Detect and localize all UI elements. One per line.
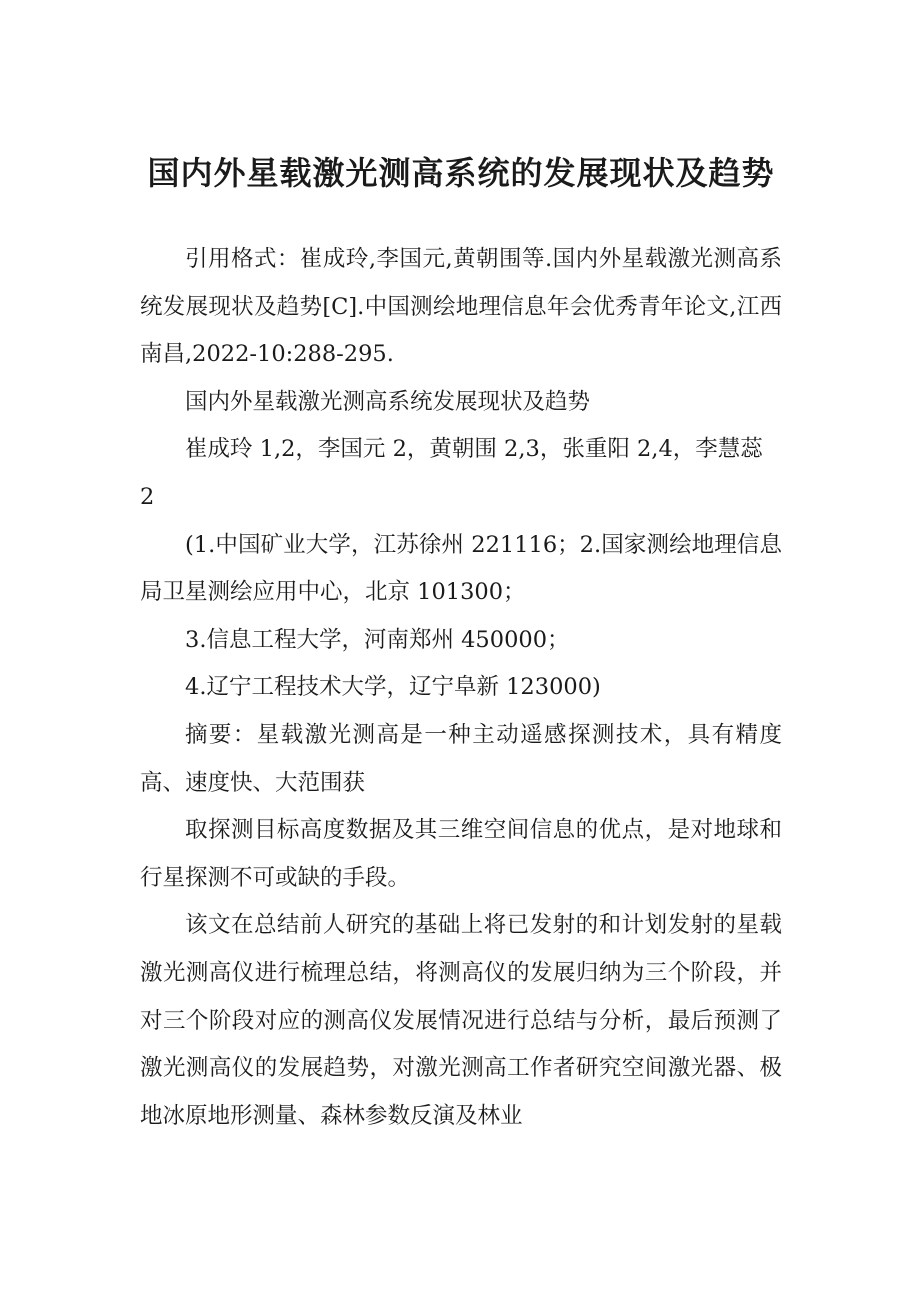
abstract-paragraph-2: 取探测目标高度数据及其三维空间信息的优点，是对地球和行星探测不可或缺的手段。 — [140, 817, 782, 891]
abstract-paragraph-3: 该文在总结前人研究的基础上将已发射的和计划发射的星载激光测高仪进行梳理总结，将测高仪的发展归纳为三个阶段，并对三个阶段对应的测高仪发展情况进行总结与分析，最后预测了激光测高仪的发展趋势，对激光测高工作者研究空间激光器、极地冰原地形测量、森林参数反演及林业 — [140, 912, 782, 1129]
abstract-paragraph-1: 摘要：星载激光测高是一种主动遥感探测技术，具有精度高、速度快、大范围获 — [140, 721, 782, 796]
citation-paragraph: 引用格式：崔成玲,李国元,黄朝围等.国内外星载激光测高系统发展现状及趋势[C].中国测绘地理信息年会优秀青年论文,江西南昌,2022-10:288-295. — [140, 246, 782, 368]
affiliations-paragraph-3: 4.辽宁工程技术大学，辽宁阜新 123000) — [185, 674, 601, 701]
affiliations-paragraph-2: 3.信息工程大学，河南郑州 450000； — [185, 626, 570, 653]
authors-paragraph: 崔成玲 1,2，李国元 2，黄朝围 2,3，张重阳 2,4，李慧蕊 2 — [140, 436, 763, 510]
affiliations-paragraph-1: (1.中国矿业大学，江苏徐州 221116；2.国家测绘地理信息局卫星测绘应用中心，北京 101300； — [140, 531, 782, 606]
document-body — [140, 236, 782, 1140]
document-title: 国内外星载激光测高系统的发展现状及趋势 — [147, 154, 775, 192]
paper-title-paragraph: 国内外星载激光测高系统发展现状及趋势 — [185, 388, 591, 415]
